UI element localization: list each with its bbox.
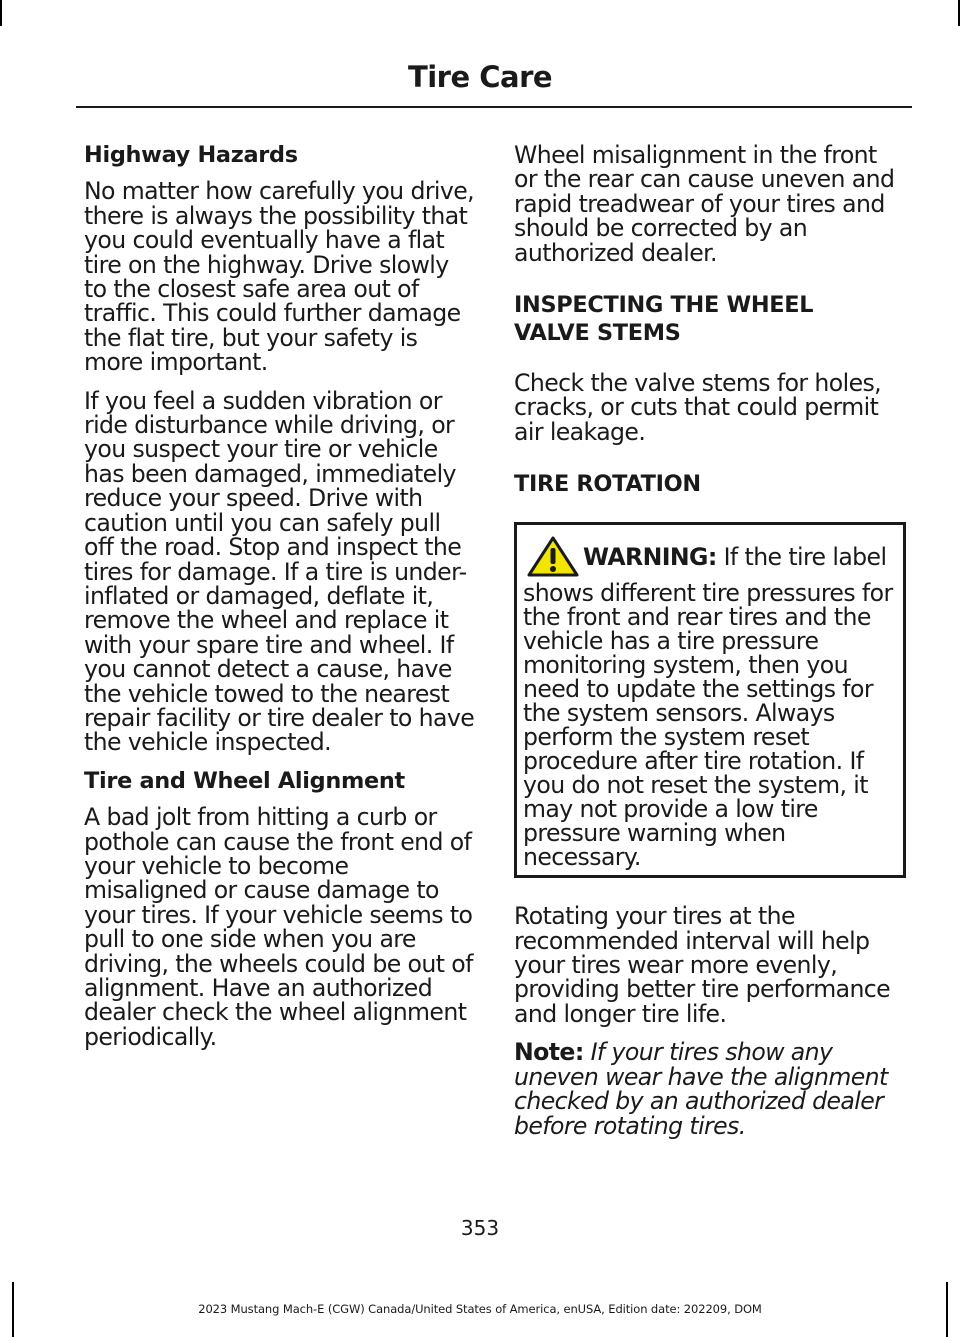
- crop-mark-top-left: [0, 0, 2, 26]
- right-column: [514, 143, 906, 1152]
- note-label: Note:: [514, 1038, 584, 1067]
- misalignment-paragraph: Wheel misalignment in the front or the rear can cause uneven and rapid treadwear of your tires and should be corrected by an authorized dealer.: [514, 141, 895, 267]
- left-column: [84, 143, 476, 1063]
- highway-paragraph-2: If you feel a sudden vibration or ride disturbance while driving, or you suspect your tire or vehicle has been damaged, immediately reduce your speed. Drive with caution until you can safely pull off the road. Stop and inspect the tires for damage. If a tire is under-inflated or damaged, deflate it, remove the wheel and replace it with your spare tire and wheel. If you cannot detect a cause, have the vehicle towed to the nearest repair facility or tire dealer to have the vehicle inspected.: [84, 386, 475, 757]
- rotation-paragraph: Rotating your tires at the recommended interval will help your tires wear more evenly, providing better tire performance and longer tire life.: [514, 902, 891, 1028]
- warning-box: [514, 522, 906, 878]
- alignment-paragraph: A bad jolt from hitting a curb or pothole can cause the front end of your vehicle to become misaligned or cause damage to your tires. If your vehicle seems to pull to one side when you are driving, the wheels could be out of alignment. Have an authorized dealer check the wheel alignment periodically.: [84, 803, 473, 1051]
- warning-triangle-icon: [527, 535, 579, 581]
- warning-text: If the tire label shows different tire pressures for the front and rear tires and the vehicle has a tire pressure monitoring system, then you need to update the settings for the system sensors. Always perform the system reset procedure after tire rotation. If you do not reset the system, it may not provide a low tire pressure warning when necessary.: [523, 543, 893, 872]
- header-divider: [76, 106, 912, 108]
- valve-heading-line-1: INSPECTING THE WHEEL: [514, 292, 814, 319]
- page-number: 353: [460, 1216, 500, 1240]
- note-text: If your tires show any uneven wear have the alignment checked by an authorized dealer before rotating tires.: [514, 1038, 888, 1140]
- valve-stems-heading: [514, 291, 906, 347]
- valve-stems-paragraph: Check the valve stems for holes, cracks, or cuts that could permit air leakage.: [514, 369, 882, 446]
- footer-edition-info: 2023 Mustang Mach-E (CGW) Canada/United States of America, enUSA, Edition date: 202209, DOM: [198, 1302, 762, 1316]
- page-title: Tire Care: [407, 60, 553, 94]
- tire-rotation-heading: TIRE ROTATION: [514, 471, 701, 498]
- highway-hazards-heading: Highway Hazards: [84, 142, 298, 168]
- note-paragraph: [514, 1040, 906, 1138]
- alignment-heading: Tire and Wheel Alignment: [84, 767, 405, 794]
- valve-heading-line-2: VALVE STEMS: [514, 320, 681, 347]
- highway-paragraph-1: No matter how carefully you drive, there is always the possibility that you could eventually have a flat tire on the highway. Drive slowly to the closest safe area out of traffic. This could further damage the flat tire, but your safety is more important.: [84, 177, 475, 377]
- warning-label: WARNING:: [583, 543, 717, 572]
